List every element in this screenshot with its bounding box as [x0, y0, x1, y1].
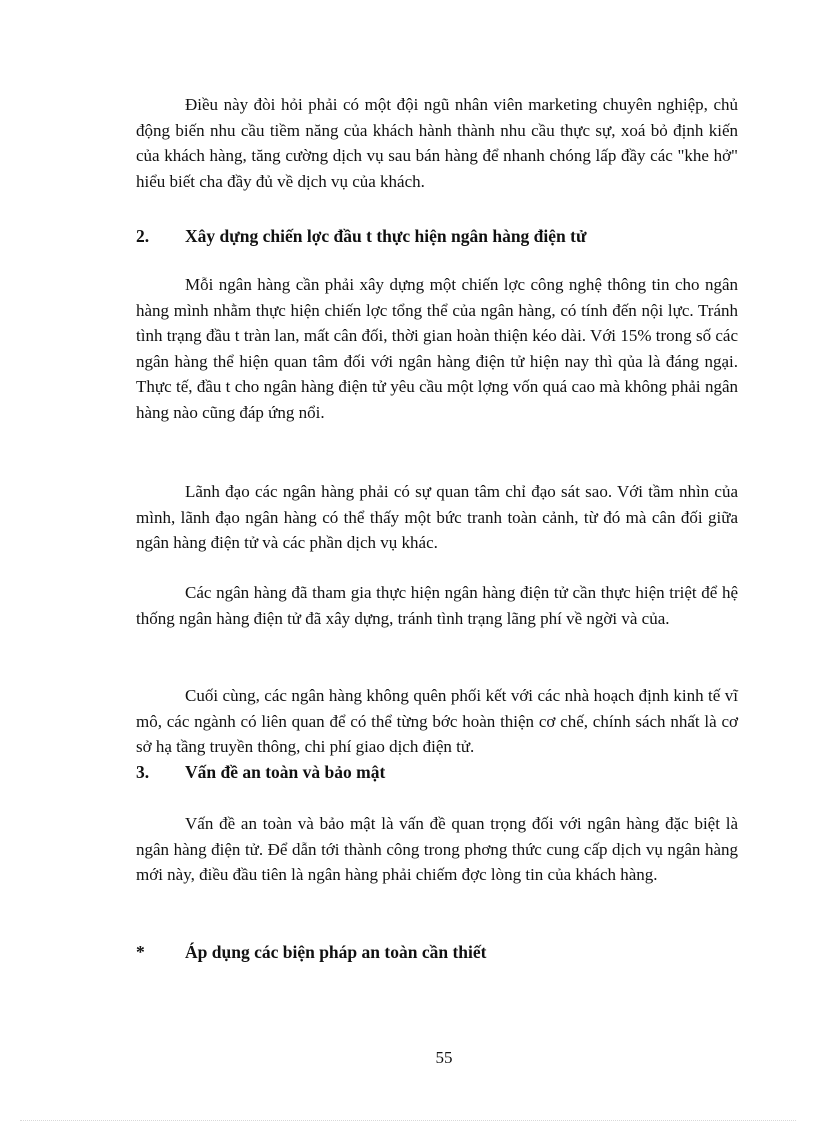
paragraph-security: Vấn đề an toàn và bảo mật là vấn đề quan trọng đối với ngân hàng đặc biệt là ngân hàng điện tử. Để dẫn tới thành công trong phơng thức cung cấp dịch vụ ngân hàng mới này, điều đầu tiên là ngân hàng phải chiếm đợc lòng tin của khách hàng.	[136, 814, 738, 885]
heading-number: 3.	[136, 762, 150, 782]
paragraph-marketing-staff: Điều này đòi hỏi phải có một đội ngũ nhân viên marketing chuyên nghiệp, chủ động biến nhu cầu tiềm năng của khách hành thành nhu cầu thực sự, xoá bỏ định kiến của khách hàng, tăng cường dịch vụ sau bán hàng để nhanh chóng lấp đầy các "khe hở" hiểu biết cha đầy đủ về dịch vụ của khách.	[136, 95, 738, 191]
heading-text: Xây dựng chiến lợc đầu t thực hiện ngân hàng điện tử	[185, 226, 587, 246]
heading-security-measures	[136, 939, 738, 965]
heading-text: Vấn đề an toàn và bảo mật	[185, 762, 386, 782]
heading-number: 2.	[136, 226, 150, 246]
paragraph-implementation: Các ngân hàng đã tham gia thực hiện ngân hàng điện tử cần thực hiện triệt để hệ thống ngân hàng điện tử đã xây dựng, tránh tình trạng lãng phí về ngời và của.	[136, 583, 738, 628]
heading-section-2	[136, 223, 738, 249]
bottom-rule	[20, 1120, 796, 1121]
page-number: 55	[435, 1048, 453, 1067]
paragraph-it-strategy: Mỗi ngân hàng cần phải xây dựng một chiến lợc công nghệ thông tin cho ngân hàng mình nhằm thực hiện chiến lợc tổng thể của ngân hàng, có tính đến nội lực. Tránh tình trạng đầu t tràn lan, mất cân đối, thời gian hoàn thiện kéo dài. Với 15% trong số các ngân hàng thể hiện quan tâm đối với ngân hàng điện tử hiện nay thì qủa là đáng ngại. Thực tế, đầu t cho ngân hàng điện tử yêu cầu một lợng vốn quá cao mà không phải ngân hàng nào cũng đáp ứng nổi.	[136, 275, 738, 422]
heading-bullet: *	[136, 942, 145, 962]
paragraph-coordination: Cuối cùng, các ngân hàng không quên phối kết với các nhà hoạch định kinh tế vĩ mô, các ngành có liên quan để có thể từng bớc hoàn thiện cơ chế, chính sách nhất là cơ sở hạ tầng truyền thông, chi phí giao dịch điện tử.	[136, 686, 738, 757]
paragraph-leadership: Lãnh đạo các ngân hàng phải có sự quan tâm chỉ đạo sát sao. Với tầm nhìn của mình, lãnh đạo ngân hàng có thể thấy một bức tranh toàn cảnh, từ đó mà cân đối giữa ngân hàng điện tử và các phần dịch vụ khác.	[136, 482, 738, 553]
heading-section-3	[136, 759, 738, 785]
heading-text: Áp dụng các biện pháp an toàn cần thiết	[185, 942, 487, 962]
